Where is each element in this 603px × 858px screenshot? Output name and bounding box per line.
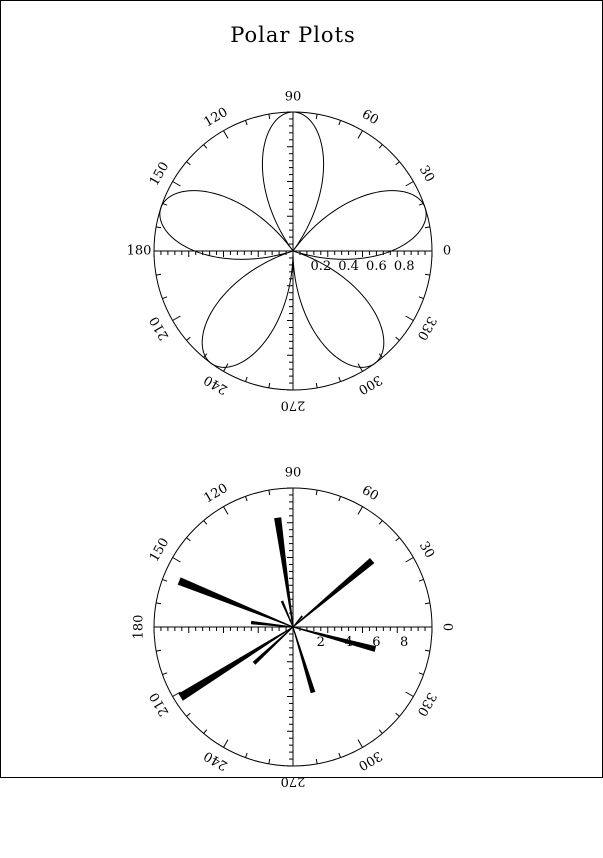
bar-theta-tick xyxy=(224,740,229,748)
figure-title: Polar Plots xyxy=(230,23,356,47)
rose-theta-tick xyxy=(245,120,247,125)
rose-theta-tick xyxy=(396,162,400,165)
bar-theta-tick xyxy=(396,713,400,716)
bar-theta-label: 60 xyxy=(359,483,381,505)
bar-theta-tick xyxy=(379,730,382,734)
figure-frame xyxy=(1,1,603,778)
bar-theta-tick xyxy=(419,579,424,581)
rose-theta-tick xyxy=(406,182,414,187)
bar-theta-tick xyxy=(156,603,161,604)
rose-theta-label: 270 xyxy=(280,397,306,413)
bar-theta-tick xyxy=(204,521,207,525)
bar-theta-label: 300 xyxy=(355,747,385,774)
bar-theta-tick xyxy=(156,650,161,651)
polar-bar xyxy=(253,627,293,664)
rose-r-label: 0.4 xyxy=(338,259,359,274)
bar-theta-tick xyxy=(358,740,363,748)
bar-theta-label: 210 xyxy=(146,689,173,719)
bar-theta-tick xyxy=(406,558,414,563)
bar-theta-tick xyxy=(339,753,341,758)
bar-r-label: 6 xyxy=(372,635,381,650)
rose-theta-label: 30 xyxy=(415,163,437,185)
rose-theta-tick xyxy=(269,114,270,119)
rose-theta-label: 60 xyxy=(359,107,381,129)
rose-theta-tick xyxy=(425,227,430,228)
bar-r-label: 2 xyxy=(316,635,325,650)
rose-theta-label: 90 xyxy=(284,89,302,105)
bar-theta-label: 270 xyxy=(280,773,306,789)
bar-theta-tick xyxy=(173,558,181,563)
polar-bar xyxy=(275,518,293,627)
bar-theta-tick xyxy=(187,713,191,716)
bar-theta-tick xyxy=(187,538,191,541)
bar-theta-tick xyxy=(339,496,341,501)
rose-theta-tick xyxy=(187,162,191,165)
rose-r-label: 0.8 xyxy=(393,259,415,274)
bar-theta-label: 0 xyxy=(439,622,455,632)
rose-theta-tick xyxy=(173,316,181,321)
rose-theta-label: 210 xyxy=(146,313,173,343)
rose-theta-tick xyxy=(224,131,229,139)
polar-bar xyxy=(179,627,293,700)
bar-theta-tick xyxy=(425,650,430,651)
bar-theta-tick xyxy=(269,759,270,764)
rose-theta-tick xyxy=(269,383,270,388)
rose-theta-tick xyxy=(162,297,167,299)
rose-theta-tick xyxy=(187,337,191,340)
bar-theta-tick xyxy=(224,507,229,515)
rose-theta-tick xyxy=(173,182,181,187)
bar-theta-tick xyxy=(358,507,363,515)
polar-bar xyxy=(178,578,293,627)
bar-theta-label: 90 xyxy=(284,465,302,481)
bar-theta-tick xyxy=(245,753,247,758)
polar-bar xyxy=(293,559,374,627)
bar-theta-tick xyxy=(269,490,270,495)
bar-theta-tick xyxy=(162,673,167,675)
polar-bar xyxy=(293,616,302,627)
bar-theta-label: 120 xyxy=(201,480,231,507)
bar-theta-label: 240 xyxy=(201,747,231,774)
polar-bar xyxy=(293,627,315,693)
rose-theta-tick xyxy=(358,131,363,139)
bar-theta-label: 330 xyxy=(413,689,440,719)
rose-theta-label: 0 xyxy=(442,243,452,259)
rose-theta-label: 300 xyxy=(355,371,385,398)
bar-theta-tick xyxy=(316,490,317,495)
rose-theta-label: 120 xyxy=(201,104,231,131)
polar-bar-plot xyxy=(132,466,455,789)
rose-theta-tick xyxy=(204,145,207,149)
rose-r-label: 0.2 xyxy=(310,259,332,274)
rose-theta-tick xyxy=(396,337,400,340)
bar-theta-tick xyxy=(419,673,424,675)
rose-theta-label: 330 xyxy=(413,313,440,343)
bar-theta-tick xyxy=(316,759,317,764)
bar-r-label: 8 xyxy=(400,635,409,650)
bar-theta-tick xyxy=(245,496,247,501)
rose-theta-tick xyxy=(245,377,247,382)
rose-theta-tick xyxy=(316,114,317,119)
rose-theta-tick xyxy=(379,145,382,149)
rose-theta-tick xyxy=(156,227,161,228)
rose-theta-label: 180 xyxy=(126,243,152,259)
rose-theta-tick xyxy=(406,316,414,321)
rose-theta-label: 150 xyxy=(146,159,173,189)
bar-theta-tick xyxy=(396,538,400,541)
bar-theta-label: 150 xyxy=(146,535,173,565)
bar-theta-label: 30 xyxy=(415,539,437,561)
rose-theta-label: 240 xyxy=(201,371,231,398)
rose-theta-tick xyxy=(339,120,341,125)
bar-theta-tick xyxy=(204,730,207,734)
bar-theta-tick xyxy=(379,521,382,525)
rose-r-label: 0.6 xyxy=(366,259,387,274)
rose-theta-tick xyxy=(339,377,341,382)
rose-theta-tick xyxy=(156,274,161,275)
rose-theta-tick xyxy=(316,383,317,388)
rose-theta-tick xyxy=(425,274,430,275)
bar-theta-tick xyxy=(425,603,430,604)
bar-theta-label: 180 xyxy=(131,614,147,640)
bar-theta-tick xyxy=(162,579,167,581)
bar-theta-tick xyxy=(406,692,414,697)
rose-theta-tick xyxy=(419,297,424,299)
rose-curve-plot xyxy=(127,90,452,413)
